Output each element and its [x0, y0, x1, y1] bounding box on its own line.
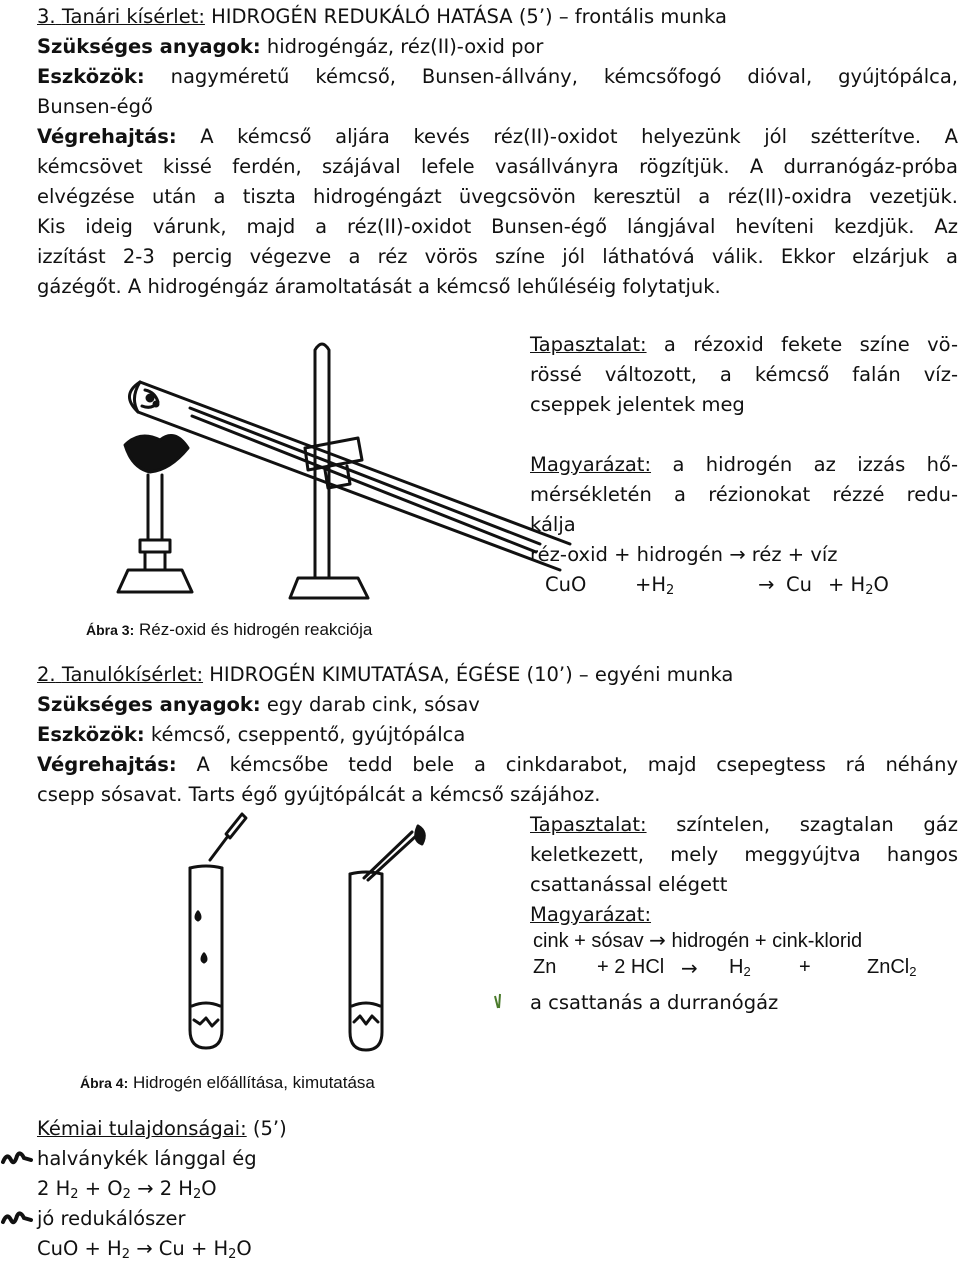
exp2-materials: Szükséges anyagok: egy darab cink, sósav	[37, 693, 480, 716]
props-item-2: jó redukálószer	[37, 1207, 186, 1230]
exp3-observation-3: cseppek jelentek meg	[530, 393, 745, 416]
exp2-procedure-2: csepp sósavat. Tarts égő gyújtópálcát a kémcső szájához.	[37, 783, 601, 806]
reaction-arrow-icon: →	[681, 956, 698, 980]
props-heading: Kémiai tulajdonságai: (5’)	[37, 1117, 287, 1140]
props-equation-1: 2 $H_2 + O_2 \to 2$ $H_2O$	[37, 1177, 217, 1202]
exp3-title: HIDROGÉN REDUKÁLÓ HATÁSA (5’) – frontális munka	[211, 5, 727, 28]
exp2-heading: 2. Tanulókísérlet: HIDROGÉN KIMUTATÁSA, ÉGÉSE (10’) – egyéni munka	[37, 663, 734, 686]
props-equation-2: CuO + $H_2 \to Cu + H_2O$	[37, 1237, 252, 1262]
exp2-observation-1: Tapasztalat: színtelen, szagtalan gáz	[530, 813, 958, 836]
figure-3-caption: Ábra 3: Réz-oxid és hidrogén reakciója	[86, 620, 373, 639]
exp3-word-equation: réz-oxid + hidrogén → réz + víz	[530, 543, 838, 566]
exp2-observation-2: keletkezett, mely meggyújtva hangos	[530, 843, 958, 866]
exp3-procedure-6: gázégőt. A hidrogéngáz áramoltatását a kémcső lehűléséig folytatjuk.	[37, 275, 721, 298]
figure-3-apparatus-drawing	[100, 330, 580, 630]
exp3-materials: Szükséges anyagok: hidrogéngáz, réz(II)-oxid por	[37, 35, 544, 58]
exp2-procedure-1: Végrehajtás: A kémcsőbe tedd bele a cinkdarabot, majd csepegtess rá néhány	[37, 753, 959, 776]
exp2-observation-3: csattanással elégett	[530, 873, 728, 896]
exp3-explanation-1: Magyarázat: a hidrogén az izzás hő-	[530, 453, 958, 476]
reaction-arrow-icon: →	[649, 928, 666, 952]
exp2-tools: Eszközök: kémcső, cseppentő, gyújtópálca	[37, 723, 466, 746]
exp2-bang-note: a csattanás a durranógáz	[530, 991, 779, 1014]
figure-4-caption: Ábra 4: Hidrogén előállítása, kimutatása	[80, 1073, 375, 1092]
reaction-arrow-icon: →	[137, 1177, 154, 1200]
exp3-procedure-1: Végrehajtás: A kémcső aljára kevés réz(II)-oxidot helyezünk jól szétterítve. A	[37, 125, 958, 148]
exp3-procedure-4: Kis ideig várunk, majd a réz(II)-oxidot Bunsen-égő lángjával hevíteni kezdjük. Az	[37, 215, 958, 238]
small-bullet-icon	[492, 992, 506, 1010]
exp3-explanation-2: mérsékletén a rézionokat rézzé redu-	[530, 483, 958, 506]
exp3-heading-label: 3. Tanári kísérlet:	[37, 5, 205, 28]
exp3-observation-1: Tapasztalat: a rézoxid fekete színe vö-	[530, 333, 958, 356]
exp3-tools-cont: Bunsen-égő	[37, 95, 153, 118]
pen-scribble-icon	[0, 1208, 34, 1228]
exp3-procedure-2: kémcsövet kissé ferdén, szájával lefele vasállványra rögzítjük. A durranógáz-próba	[37, 155, 958, 178]
exp3-heading	[37, 2, 958, 32]
pen-scribble-icon	[0, 1148, 34, 1168]
exp2-explanation: Magyarázat:	[530, 903, 652, 926]
exp2-word-equation: cink + sósav → hidrogén + cink-klorid	[533, 928, 863, 952]
exp2-formula-equation: Zn + 2 HCl → $H_2$ + ZnCl$_2$	[533, 956, 917, 980]
exp3-tools: Eszközök: nagyméretű kémcső, Bunsen-állvány, kémcsőfogó dióval, gyújtópálca,	[37, 65, 958, 88]
reaction-arrow-icon: →	[729, 543, 746, 566]
props-item-1: halványkék lánggal ég	[37, 1147, 257, 1170]
exp3-procedure-5: izzítást 2-3 percig végezve a réz vörös színe jól láthatóvá válik. Ekkor elzárjuk a	[37, 245, 958, 268]
figure-4-test-tubes-drawing	[150, 808, 490, 1058]
exp3-observation-2: rössé változott, a kémcső falán víz-	[530, 363, 958, 386]
reaction-arrow-icon: →	[758, 573, 775, 596]
exp3-explanation-3: kálja	[530, 513, 576, 536]
exp3-procedure-3: elvégzése után a tiszta hidrogéngázt üvegcsövön keresztül a réz(II)-oxidra vezetjük.	[37, 185, 958, 208]
reaction-arrow-icon: →	[136, 1237, 153, 1260]
